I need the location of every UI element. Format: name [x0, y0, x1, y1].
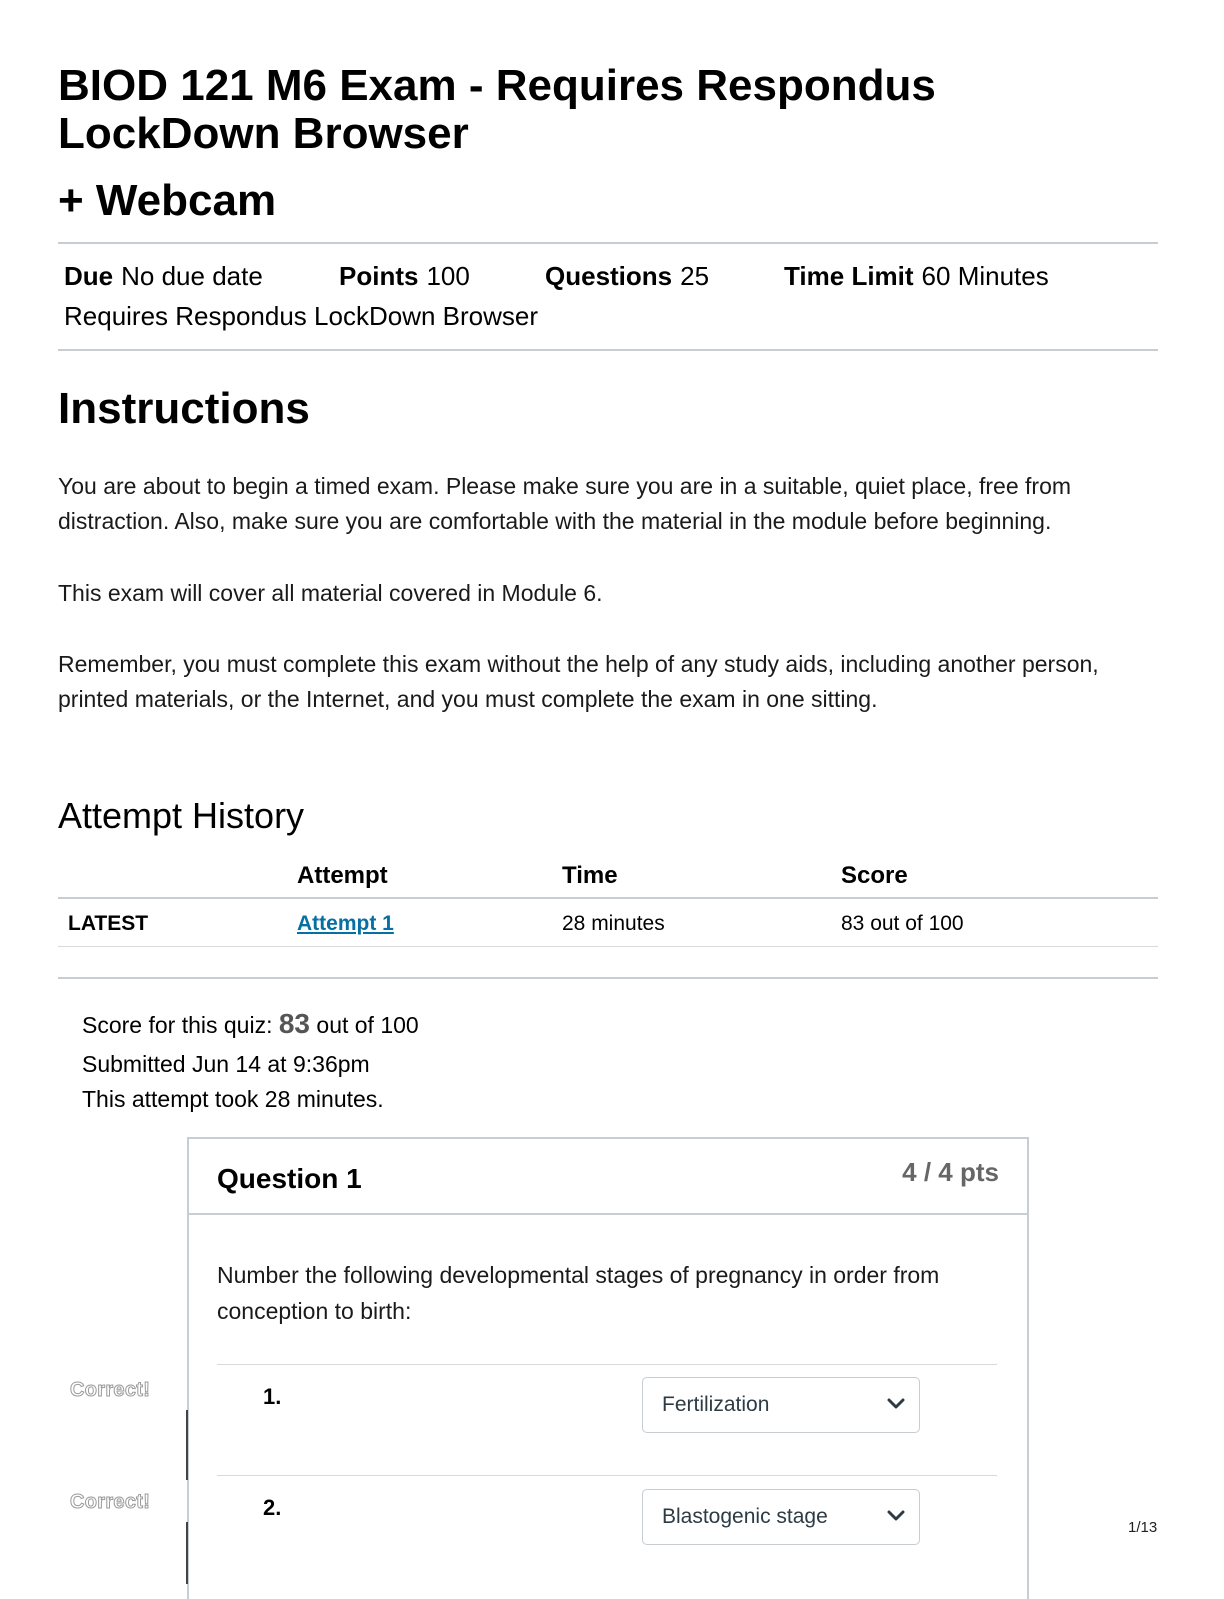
due-value: No due date — [121, 261, 263, 291]
column-header-time: Time — [562, 862, 618, 889]
table-row — [297, 911, 394, 937]
answer-marker — [186, 1410, 188, 1480]
answer-select-value: Blastogenic stage — [662, 1505, 828, 1528]
points-label: Points — [339, 261, 419, 291]
question-title: Question 1 — [217, 1163, 362, 1194]
time-limit-label: Time Limit — [784, 261, 914, 291]
score-value: 83 — [278, 1008, 311, 1039]
answer-number: 1. — [263, 1384, 282, 1409]
answer-number: 2. — [263, 1495, 282, 1520]
points-field — [339, 260, 470, 292]
table-header-divider — [58, 897, 1158, 899]
divider — [58, 977, 1158, 979]
question-card — [187, 1137, 1029, 1599]
score-suffix: out of 100 — [316, 1012, 419, 1038]
divider — [58, 349, 1158, 351]
lockdown-note: Requires Respondus LockDown Browser — [64, 301, 539, 331]
instructions-paragraph: You are about to begin a timed exam. Please make sure you are in a suitable, quiet place, free from distraction. Also, make sure you are comfortable with the material in the module before beginning. — [58, 473, 1072, 534]
attempt-duration: This attempt took 28 minutes. — [82, 1086, 384, 1112]
submitted-time: Submitted Jun 14 at 9:36pm — [82, 1051, 370, 1077]
due-field — [64, 260, 263, 292]
answer-divider — [217, 1364, 997, 1365]
attempt-time: 28 minutes — [562, 912, 665, 935]
attempt-score: 83 out of 100 — [841, 912, 964, 935]
instructions-heading: Instructions — [58, 384, 310, 433]
chevron-down-icon — [887, 1398, 905, 1410]
answer-select-value: Fertilization — [662, 1393, 770, 1416]
time-limit-field — [784, 260, 1049, 292]
due-label: Due — [64, 261, 114, 291]
latest-badge: LATEST — [68, 912, 149, 935]
table-row-divider — [58, 946, 1158, 947]
questions-field — [545, 260, 709, 292]
column-header-attempt: Attempt — [297, 862, 388, 889]
instructions-paragraph: Remember, you must complete this exam without the help of any study aids, including another person, printed materials, or the Internet, and you must complete the exam in one sitting. — [58, 651, 1099, 712]
time-limit-value: 60 Minutes — [921, 261, 1049, 291]
answer-marker — [186, 1522, 188, 1584]
page-title-line2: + Webcam — [58, 176, 277, 225]
question-header — [189, 1139, 1027, 1215]
attempt-link[interactable]: Attempt 1 — [297, 912, 394, 935]
answer-select-1[interactable] — [642, 1377, 920, 1433]
chevron-down-icon — [887, 1510, 905, 1522]
questions-value: 25 — [680, 261, 710, 291]
quiz-score — [82, 1010, 419, 1039]
attempt-history-heading: Attempt History — [58, 795, 305, 836]
questions-label: Questions — [545, 261, 673, 291]
question-text: Number the following developmental stages of pregnancy in order from conception to birth: — [217, 1262, 940, 1324]
points-value: 100 — [426, 261, 470, 291]
correct-indicator: Correct! — [70, 1379, 151, 1401]
divider — [58, 242, 1158, 244]
correct-indicator: Correct! — [70, 1491, 151, 1513]
answer-divider — [217, 1475, 997, 1476]
page-title: BIOD 121 M6 Exam - Requires Respondus LockDown Browser — [58, 61, 936, 158]
score-prefix: Score for this quiz: — [82, 1012, 273, 1038]
answer-select-2[interactable] — [642, 1489, 920, 1545]
question-points: 4 / 4 pts — [902, 1157, 999, 1187]
column-header-score: Score — [841, 862, 908, 889]
page-number: 1/13 — [1128, 1519, 1158, 1536]
instructions-paragraph: This exam will cover all material covered in Module 6. — [58, 580, 603, 606]
